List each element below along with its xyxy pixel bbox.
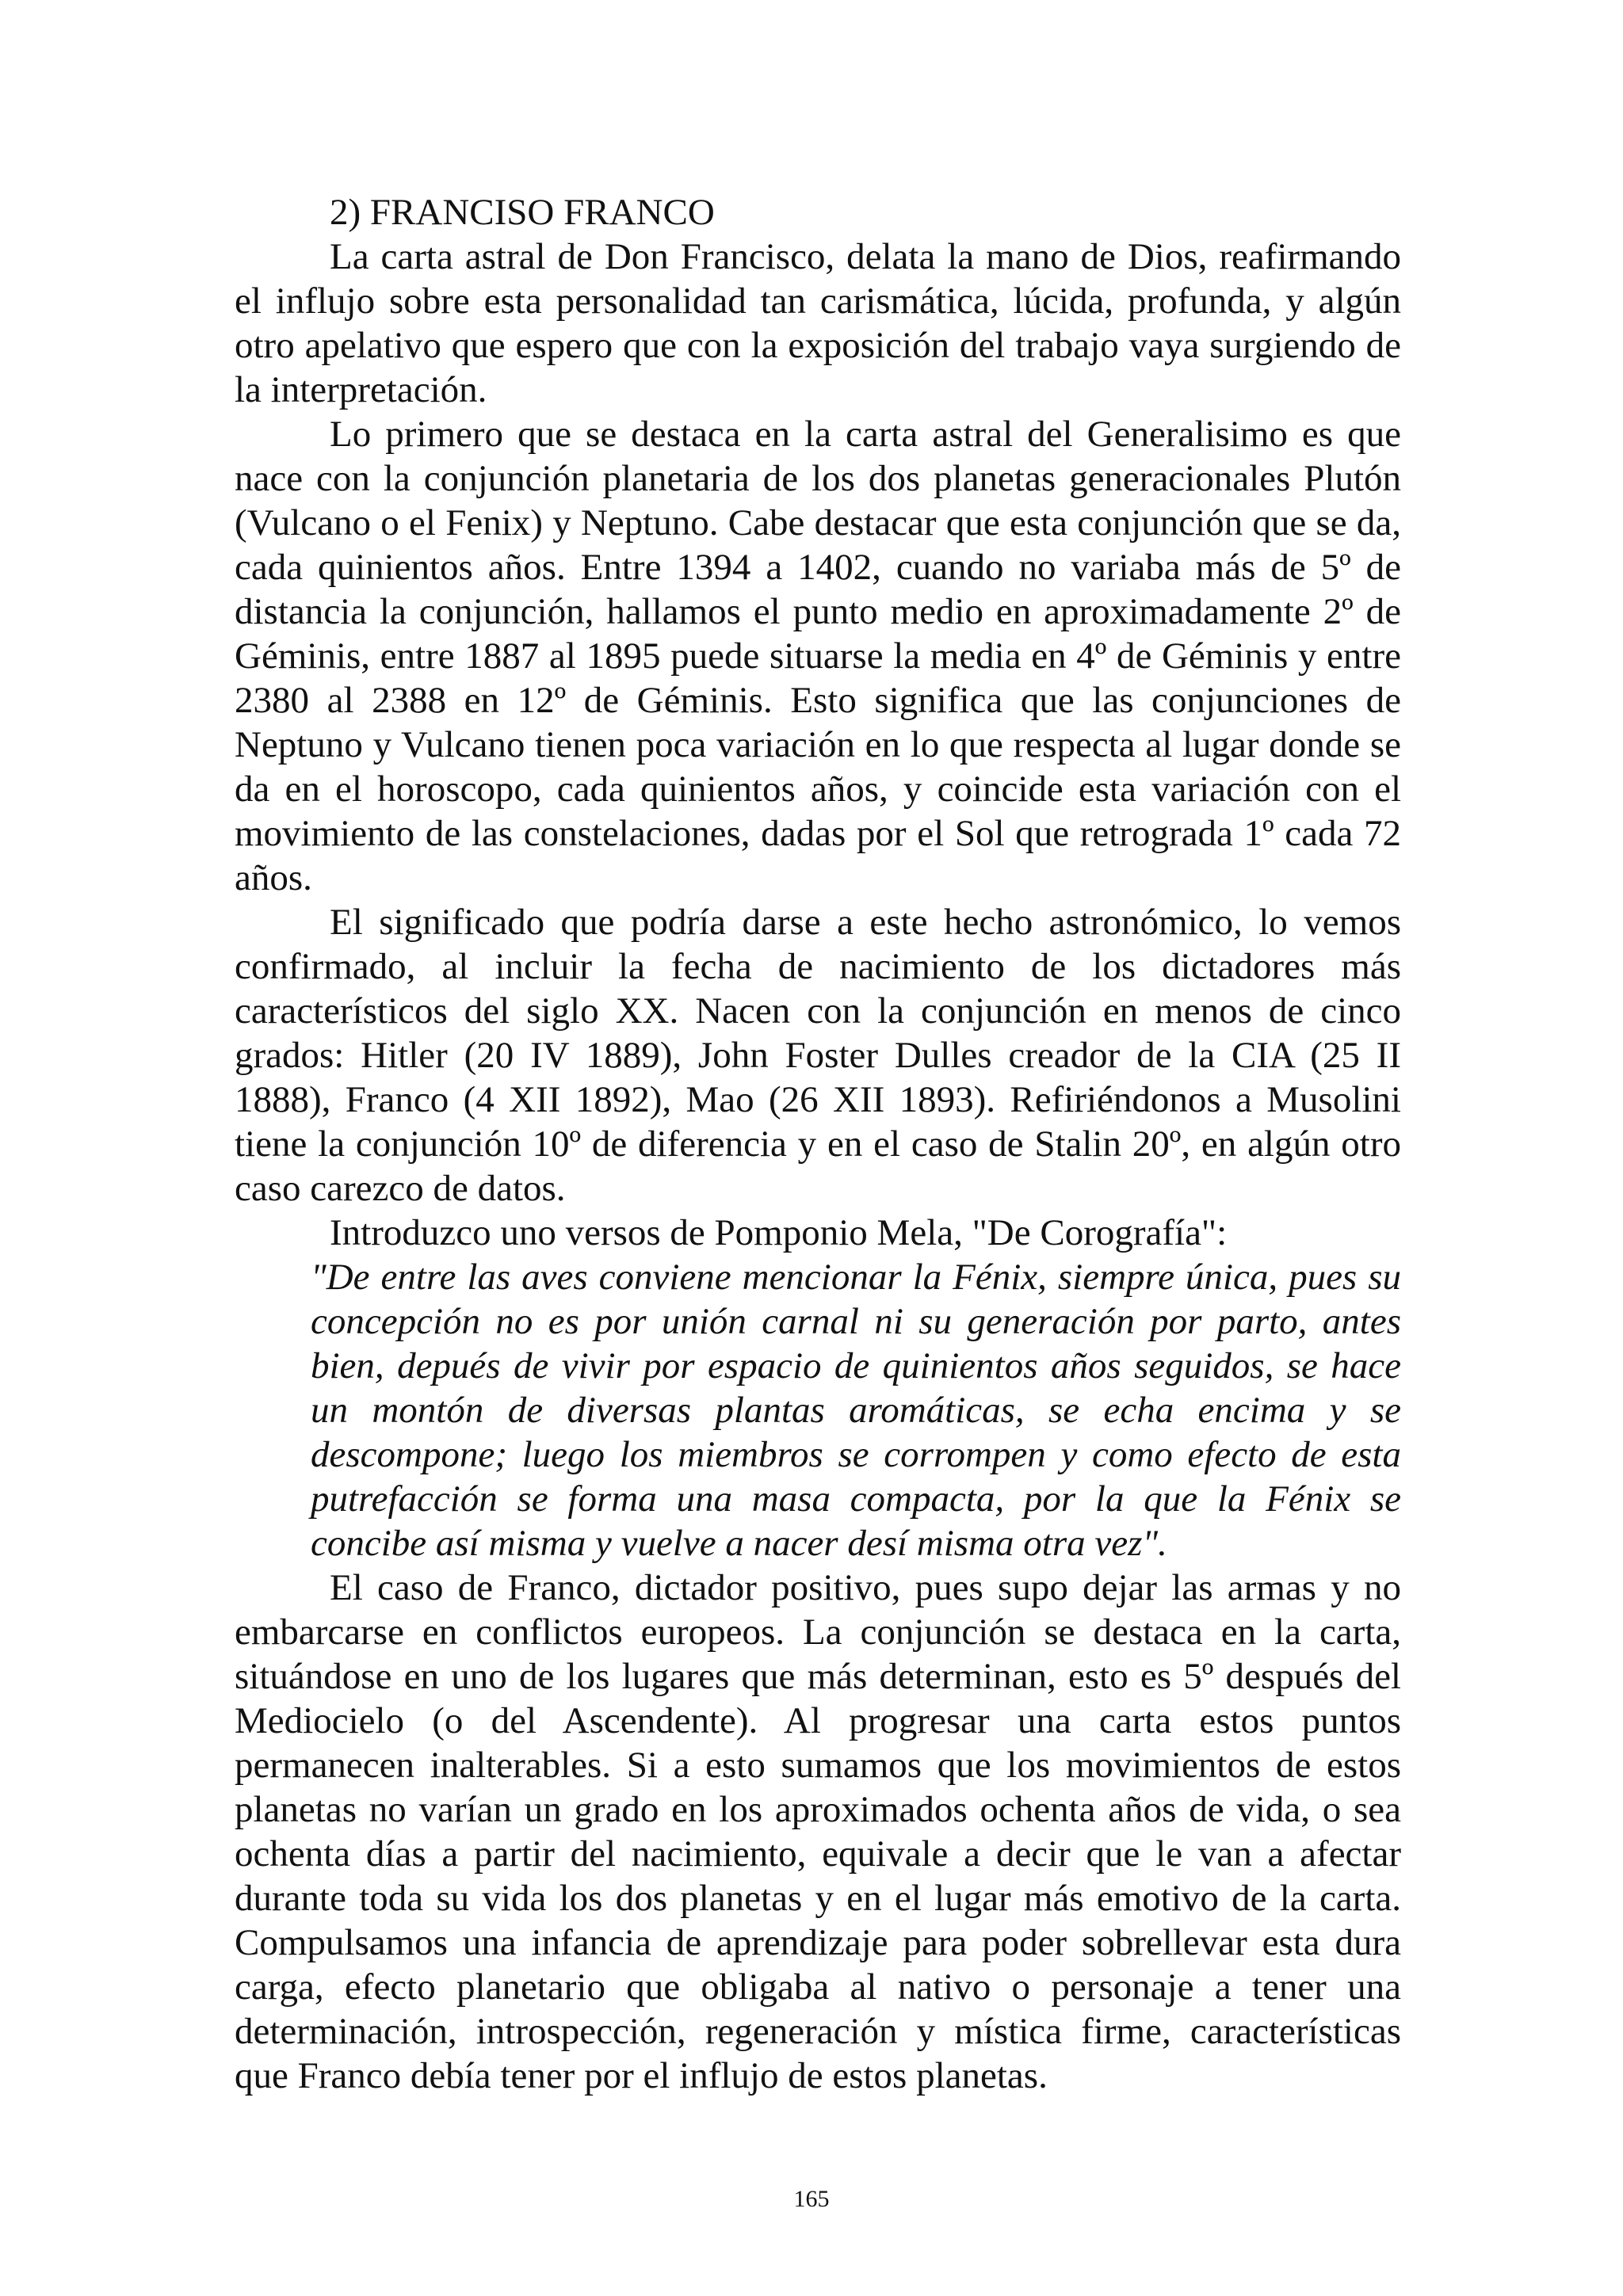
paragraph-franco-case: El caso de Franco, dictador positivo, pues supo dejar las armas y no embarcarse en conflictos europeos. La conjunción se destaca en la carta, situándose en uno de los lugares que más determinan, esto es 5º después del Mediocielo (o del Ascendente). Al progresar una carta estos puntos permanecen inalterables. Si a esto sumamos que los movimientos de estos planetas no varían un grado en los aproximados ochenta años de vida, o sea ochenta días a partir del nacimiento, equivale a decir que le van a afectar durante toda su vida los dos planetas y en el lugar más emotivo de la carta. Compulsamos una infancia de aprendizaje para poder sobrellevar esta dura carga, efecto planetario que obligaba al nativo o personaje a tener una determinación, introspección, regeneración y mística firme, características que Franco debía tener por el influjo de estos planetas.	[235, 1567, 1401, 2096]
text-body	[235, 190, 1401, 2098]
block-quote: "De entre las aves conviene mencionar la Fénix, siempre única, pues su concepción no es por unión carnal ni su generación por parto, antes bien, depués de vivir por espacio de quinientos años seguidos, se hace un montón de diversas plantas aromáticas, se echa encima y se descompone; luego los miembros se corrompen y como efecto de esta putrefacción se forma una masa compacta, por la que la Fénix se concibe así misma y vuelve a nacer desí misma otra vez".	[311, 1257, 1401, 1564]
paragraph-quote-intro: Introduzco uno versos de Pomponio Mela, "De Corografía":	[330, 1212, 1228, 1253]
section-heading: 2) FRANCISO FRANCO	[330, 192, 715, 233]
paragraph-dictators: El significado que podría darse a este hecho astronómico, lo vemos confirmado, al incluir la fecha de nacimiento de los dictadores más característicos del siglo XX. Nacen con la conjunción en menos de cinco grados: Hitler (20 IV 1889), John Foster Dulles creador de la CIA (25 II 1888), Franco (4 XII 1892), Mao (26 XII 1893). Refiriéndonos a Musolini tiene la conjunción 10º de diferencia y en el caso de Stalin 20º, en algún otro caso carezco de datos.	[235, 902, 1401, 1209]
paragraph-conjunction: Lo primero que se destaca en la carta astral del Generalisimo es que nace con la conjunción planetaria de los dos planetas generacionales Plutón (Vulcano o el Fenix) y Neptuno. Cabe destacar que esta conjunción que se da, cada quinientos años. Entre 1394 a 1402, cuando no variaba más de 5º de distancia la conjunción, hallamos el punto medio en aproximadamente 2º de Géminis, entre 1887 al 1895 puede situarse la media en 4º de Géminis y entre 2380 al 2388 en 12º de Géminis. Esto significa que las conjunciones de Neptuno y Vulcano tienen poca variación en lo que respecta al lugar donde se da en el horoscopo, cada quinientos años, y coincide esta variación con el movimiento de las constelaciones, dadas por el Sol que retrograda 1º cada 72 años.	[235, 414, 1401, 898]
paragraph-intro: La carta astral de Don Francisco, delata la mano de Dios, reafirmando el influjo sobre esta personalidad tan carismática, lúcida, profunda, y algún otro apelativo que espero que con la exposición del trabajo vaya surgiendo de la interpretación.	[235, 236, 1401, 410]
page-number: 165	[793, 2186, 830, 2212]
